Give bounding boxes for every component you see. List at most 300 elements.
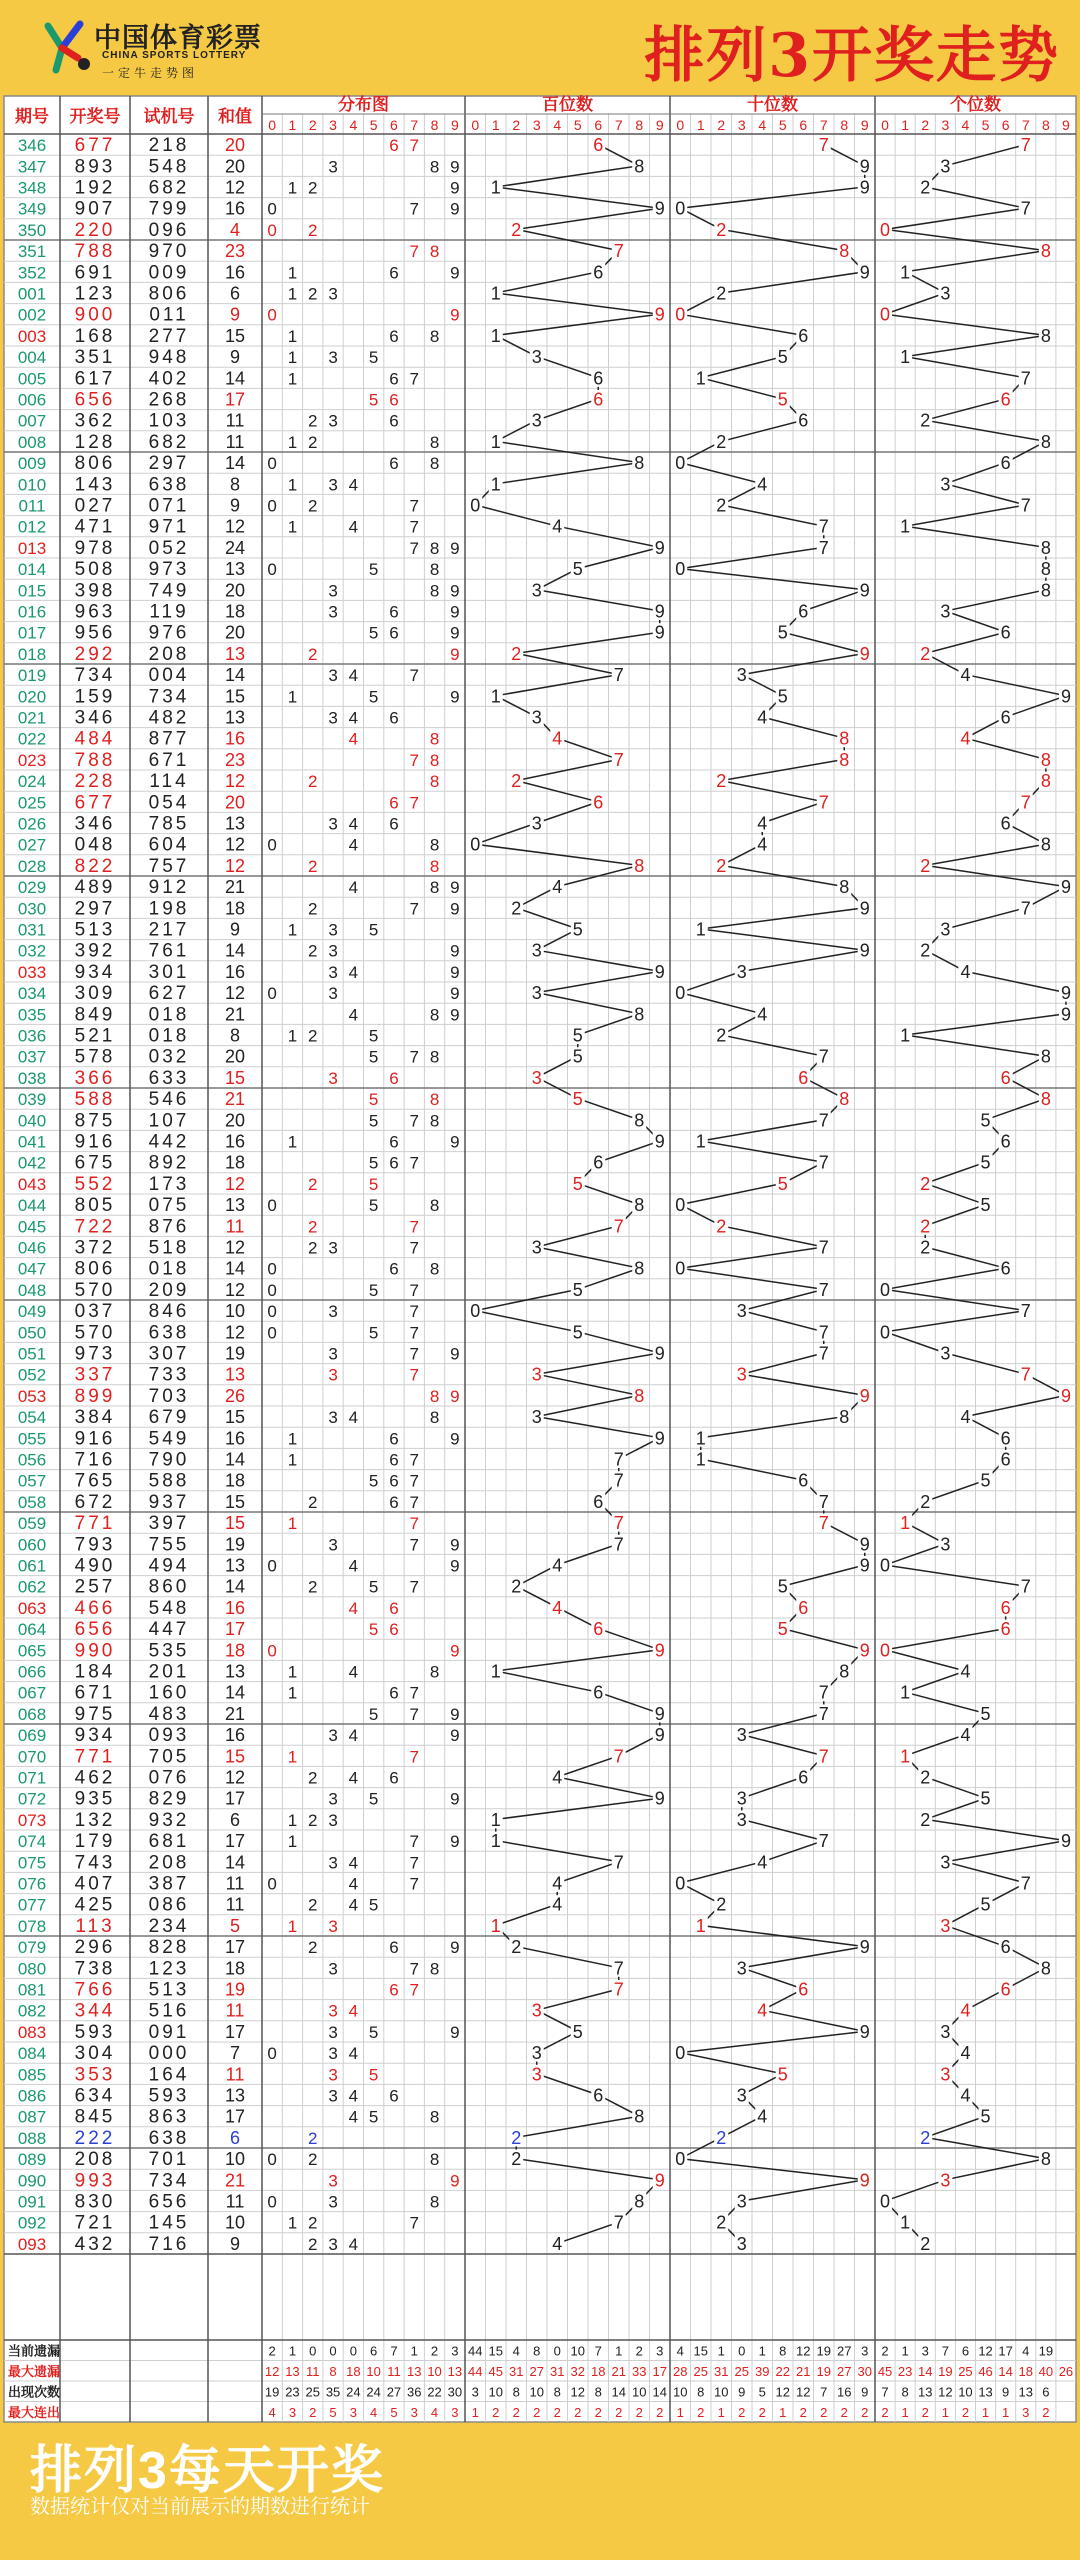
distribution-mark: 5 <box>368 920 379 940</box>
issue-number: 039 <box>17 1090 47 1110</box>
distribution-mark: 9 <box>450 1704 460 1724</box>
stats-value: 45 <box>488 2363 503 2379</box>
hundreds-marker: 1 <box>490 686 501 707</box>
distribution-mark: 0 <box>267 2044 277 2064</box>
trial-number: 086 <box>148 1894 190 1916</box>
hundreds-marker: 7 <box>613 1746 624 1767</box>
stats-value: 3 <box>288 2404 297 2420</box>
issue-number: 091 <box>17 2192 47 2212</box>
stats-value: 1 <box>758 2343 766 2359</box>
trial-number: 656 <box>148 2191 190 2213</box>
hundreds-marker: 3 <box>531 1237 542 1258</box>
units-marker: 0 <box>880 219 891 240</box>
hundreds-marker: 3 <box>531 347 542 368</box>
sum-value: 5 <box>229 1915 241 1936</box>
digit-header: 0 <box>268 117 277 133</box>
issue-number: 021 <box>17 708 47 728</box>
winning-number: 907 <box>74 198 116 220</box>
issue-number: 018 <box>17 644 47 664</box>
logo-slogan: 一定牛走势图 <box>102 66 199 80</box>
sum-value: 17 <box>224 1788 246 1809</box>
digit-header: 1 <box>288 117 297 133</box>
trial-number: 535 <box>148 1640 190 1662</box>
units-marker: 2 <box>920 1809 931 1830</box>
tens-marker: 7 <box>818 135 829 156</box>
winning-number: 900 <box>74 304 116 326</box>
distribution-mark: 1 <box>287 348 298 368</box>
tens-marker: 4 <box>757 813 768 834</box>
winning-number: 845 <box>74 2106 116 2128</box>
distribution-mark: 9 <box>450 263 460 283</box>
stats-value: 9 <box>1002 2384 1010 2400</box>
trial-number: 268 <box>148 389 190 411</box>
distribution-mark: 2 <box>308 1217 318 1237</box>
units-marker: 6 <box>1000 707 1011 728</box>
digit-header: 3 <box>737 117 746 133</box>
units-marker: 3 <box>940 1343 951 1364</box>
stats-value: 2 <box>635 2404 643 2420</box>
hundreds-marker: 3 <box>531 813 542 834</box>
hundreds-marker: 4 <box>552 877 563 898</box>
sum-value: 14 <box>224 1449 246 1470</box>
distribution-mark: 2 <box>308 178 318 198</box>
tens-marker: 7 <box>818 1831 829 1852</box>
distribution-mark: 5 <box>368 1323 379 1343</box>
stats-value: 2 <box>594 2404 602 2420</box>
trial-number: 682 <box>148 177 190 199</box>
digit-header: 4 <box>961 117 970 133</box>
tens-marker: 2 <box>716 495 727 516</box>
sum-value: 17 <box>224 2021 246 2042</box>
issue-number: 057 <box>17 1471 47 1491</box>
distribution-mark: 3 <box>328 1344 338 1364</box>
winning-number: 392 <box>74 940 116 962</box>
distribution-mark: 1 <box>287 326 298 346</box>
hundreds-marker: 7 <box>613 1979 624 2000</box>
digit-header: 0 <box>881 117 889 133</box>
units-marker: 7 <box>1020 135 1031 156</box>
units-marker: 5 <box>980 1110 991 1131</box>
tens-marker: 9 <box>859 580 870 601</box>
hundreds-marker: 1 <box>490 1915 501 1936</box>
distribution-mark: 9 <box>450 1344 460 1364</box>
distribution-mark: 5 <box>368 2065 379 2085</box>
distribution-mark: 1 <box>287 284 298 304</box>
section-header-distribution: 分布图 <box>338 95 389 114</box>
stats-value: 2 <box>309 2404 317 2420</box>
trial-number: 971 <box>148 516 190 538</box>
distribution-mark: 7 <box>409 1153 419 1173</box>
distribution-mark: 0 <box>267 2150 277 2170</box>
distribution-mark: 1 <box>287 1916 298 1936</box>
tens-marker: 4 <box>757 1852 768 1873</box>
trial-number: 011 <box>149 304 189 326</box>
distribution-mark: 4 <box>348 475 359 495</box>
tens-marker: 8 <box>839 1661 850 1682</box>
tens-marker: 0 <box>675 2149 686 2170</box>
distribution-mark: 3 <box>328 962 338 982</box>
stats-value: 40 <box>1038 2363 1054 2379</box>
distribution-mark: 8 <box>429 1408 440 1428</box>
units-marker: 6 <box>1000 1619 1011 1640</box>
tens-marker: 2 <box>716 283 727 304</box>
stats-value: 31 <box>509 2363 524 2379</box>
stats-value: 13 <box>978 2384 993 2400</box>
distribution-mark: 1 <box>287 263 298 283</box>
units-marker: 3 <box>940 1852 951 1873</box>
trial-number: 588 <box>148 1470 190 1492</box>
tens-marker: 7 <box>818 1746 829 1767</box>
sum-value: 12 <box>224 1322 246 1343</box>
hundreds-marker: 6 <box>593 2085 604 2106</box>
trial-number: 892 <box>148 1152 190 1174</box>
winning-number: 593 <box>74 2021 116 2043</box>
stats-value: 44 <box>468 2363 483 2379</box>
issue-number: 085 <box>17 2065 47 2085</box>
trial-number: 749 <box>148 580 190 602</box>
winning-number: 806 <box>74 1258 116 1280</box>
tens-marker: 7 <box>818 1703 829 1724</box>
units-marker: 3 <box>940 156 951 177</box>
sum-value: 10 <box>224 1301 246 1322</box>
sum-value: 21 <box>224 877 246 898</box>
stats-value: 5 <box>329 2404 337 2420</box>
tens-marker: 9 <box>859 643 870 664</box>
trial-number: 387 <box>148 1873 190 1895</box>
trial-number: 198 <box>148 898 190 920</box>
distribution-mark: 4 <box>348 666 359 686</box>
units-marker: 6 <box>1000 1937 1011 1958</box>
tens-marker: 2 <box>716 1216 727 1237</box>
distribution-mark: 7 <box>409 1111 419 1131</box>
distribution-mark: 6 <box>389 1450 399 1470</box>
distribution-mark: 3 <box>328 2086 338 2106</box>
issue-number: 038 <box>17 1068 47 1088</box>
issue-number: 070 <box>17 1747 47 1767</box>
distribution-mark: 7 <box>409 1365 419 1385</box>
sum-value: 6 <box>229 283 241 304</box>
units-marker: 1 <box>900 1682 911 1703</box>
winning-number: 432 <box>74 2233 116 2255</box>
distribution-mark: 8 <box>429 242 440 262</box>
issue-number: 008 <box>17 432 47 452</box>
distribution-mark: 6 <box>389 1598 399 1618</box>
winning-number: 407 <box>74 1873 116 1895</box>
units-marker: 7 <box>1020 1873 1031 1894</box>
units-marker: 8 <box>1040 241 1051 262</box>
winning-number: 159 <box>74 686 116 708</box>
distribution-mark: 3 <box>328 2001 338 2021</box>
distribution-mark: 0 <box>267 1196 277 1216</box>
winning-number: 372 <box>74 1237 116 1259</box>
stats-value: 10 <box>570 2343 585 2359</box>
units-marker: 8 <box>1040 1958 1051 1979</box>
tens-marker: 4 <box>757 1004 768 1025</box>
tens-marker: 0 <box>675 559 686 580</box>
distribution-mark: 6 <box>389 1471 399 1491</box>
distribution-mark: 1 <box>287 1514 298 1534</box>
distribution-mark: 7 <box>409 666 419 686</box>
stats-value: 10 <box>673 2384 688 2400</box>
issue-number: 012 <box>17 517 47 537</box>
stats-value: 45 <box>877 2363 893 2379</box>
sum-value: 18 <box>224 1470 246 1491</box>
issue-number: 027 <box>17 835 47 855</box>
issue-number: 080 <box>17 1959 47 1979</box>
stats-label: 最大连出 <box>8 2404 61 2420</box>
distribution-mark: 7 <box>409 1514 419 1534</box>
distribution-mark: 3 <box>328 284 338 304</box>
sum-value: 17 <box>224 1831 246 1852</box>
distribution-mark: 8 <box>429 772 440 792</box>
sum-value: 18 <box>224 898 246 919</box>
units-marker: 6 <box>1000 389 1011 410</box>
tens-marker: 3 <box>736 1301 747 1322</box>
units-marker: 7 <box>1020 792 1031 813</box>
winning-number: 973 <box>74 1343 116 1365</box>
tens-marker: 0 <box>675 1873 686 1894</box>
winning-number: 677 <box>74 135 116 157</box>
tens-marker: 0 <box>675 1258 686 1279</box>
stats-value: 1 <box>717 2343 725 2359</box>
trial-number: 482 <box>148 707 190 729</box>
stats-value: 22 <box>427 2384 442 2400</box>
distribution-mark: 7 <box>409 136 419 156</box>
distribution-mark: 3 <box>328 1535 338 1555</box>
distribution-mark: 5 <box>368 1577 379 1597</box>
stats-value: 6 <box>961 2343 970 2359</box>
stats-value: 2 <box>799 2404 807 2420</box>
hundreds-marker: 5 <box>572 1322 583 1343</box>
sum-value: 6 <box>229 1809 241 1830</box>
digit-header: 7 <box>1021 117 1030 133</box>
distribution-mark: 2 <box>308 496 318 516</box>
units-marker: 6 <box>1000 1131 1011 1152</box>
hundreds-marker: 9 <box>654 1343 665 1364</box>
stats-value: 1 <box>901 2343 909 2359</box>
stats-value: 13 <box>1018 2384 1033 2400</box>
hundreds-marker: 1 <box>490 431 501 452</box>
distribution-mark: 6 <box>389 623 399 643</box>
distribution-mark: 6 <box>389 708 399 728</box>
tens-marker: 9 <box>859 262 870 283</box>
distribution-mark: 7 <box>409 517 419 537</box>
distribution-mark: 5 <box>368 1174 379 1194</box>
winning-number: 366 <box>74 1067 116 1089</box>
units-marker: 5 <box>980 1195 991 1216</box>
section-header-units: 个位数 <box>950 95 1001 114</box>
distribution-mark: 6 <box>389 1153 399 1173</box>
distribution-mark: 6 <box>389 1132 399 1152</box>
trial-number: 681 <box>148 1831 190 1853</box>
stats-label: 当前遗漏 <box>8 2343 61 2359</box>
hundreds-marker: 6 <box>593 368 604 389</box>
distribution-mark: 9 <box>450 644 460 664</box>
issue-number: 023 <box>17 750 47 770</box>
trial-number: 876 <box>148 1216 190 1238</box>
stats-value: 18 <box>1018 2363 1033 2379</box>
stats-value: 2 <box>615 2404 623 2420</box>
stats-value: 4 <box>268 2404 276 2420</box>
stats-value: 4 <box>430 2404 439 2420</box>
distribution-mark: 2 <box>308 644 318 664</box>
units-marker: 8 <box>1040 580 1051 601</box>
stats-value: 2 <box>656 2404 664 2420</box>
distribution-mark: 2 <box>308 432 318 452</box>
units-marker: 3 <box>940 2021 951 2042</box>
hundreds-marker: 5 <box>572 1025 583 1046</box>
hundreds-marker: 6 <box>593 1619 604 1640</box>
issue-number: 041 <box>17 1132 47 1152</box>
winning-number: 398 <box>74 580 116 602</box>
distribution-mark: 8 <box>429 1386 440 1406</box>
distribution-mark: 4 <box>348 2107 359 2127</box>
units-marker: 6 <box>1000 1979 1011 2000</box>
distribution-mark: 7 <box>409 1217 419 1237</box>
units-marker: 1 <box>900 1513 911 1534</box>
sum-value: 18 <box>224 1958 246 1979</box>
hundreds-marker: 7 <box>613 1470 624 1491</box>
tens-marker: 2 <box>716 1025 727 1046</box>
digit-header: 7 <box>614 117 623 133</box>
distribution-mark: 0 <box>267 1874 277 1894</box>
sum-value: 12 <box>224 177 246 198</box>
digit-header: 8 <box>1041 117 1050 133</box>
stats-value: 46 <box>978 2363 993 2379</box>
winning-number: 691 <box>74 262 116 284</box>
stats-value: 12 <box>264 2363 280 2379</box>
units-marker: 4 <box>960 2000 971 2021</box>
winning-number: 168 <box>74 325 116 347</box>
digit-header: 6 <box>594 117 603 133</box>
hundreds-marker: 7 <box>613 1852 624 1873</box>
sum-value: 15 <box>224 1746 246 1767</box>
trial-number: 277 <box>148 325 190 347</box>
col-header-issue: 期号 <box>15 107 49 126</box>
issue-number: 083 <box>17 2022 47 2042</box>
stats-value: 0 <box>349 2343 357 2359</box>
stats-value: 39 <box>755 2363 770 2379</box>
tens-marker: 9 <box>859 1534 870 1555</box>
tens-marker: 5 <box>777 1619 788 1640</box>
hundreds-marker: 9 <box>654 2170 665 2191</box>
distribution-mark: 9 <box>450 962 460 982</box>
sum-value: 13 <box>224 1364 246 1385</box>
hundreds-marker: 7 <box>613 1449 624 1470</box>
tens-marker: 7 <box>818 537 829 558</box>
digit-header: 4 <box>349 117 358 133</box>
stats-value: 7 <box>941 2343 949 2359</box>
sum-value: 8 <box>229 1025 241 1046</box>
distribution-mark: 3 <box>328 2192 338 2212</box>
stats-value: 3 <box>1022 2404 1030 2420</box>
sum-value: 9 <box>229 304 241 325</box>
trial-number: 846 <box>148 1301 190 1323</box>
units-marker: 2 <box>920 410 931 431</box>
distribution-mark: 7 <box>409 1302 419 1322</box>
stats-value: 10 <box>529 2384 544 2400</box>
winning-number: 192 <box>74 177 116 199</box>
distribution-mark: 2 <box>308 1810 318 1830</box>
distribution-mark: 9 <box>450 623 460 643</box>
distribution-mark: 8 <box>429 1259 440 1279</box>
units-marker: 8 <box>1040 2149 1051 2170</box>
winning-number: 934 <box>74 1725 116 1747</box>
trial-number: 032 <box>148 1046 190 1068</box>
distribution-mark: 0 <box>267 454 277 474</box>
issue-number: 033 <box>17 962 47 982</box>
col-header-trial: 试机号 <box>143 107 195 126</box>
distribution-mark: 0 <box>267 1556 277 1576</box>
trial-number: 593 <box>148 2085 190 2107</box>
issue-number: 069 <box>17 1726 47 1746</box>
stats-value: 17 <box>652 2363 667 2379</box>
winning-number: 588 <box>74 1089 116 1111</box>
stats-value: 2 <box>697 2404 705 2420</box>
distribution-mark: 3 <box>328 941 338 961</box>
sum-value: 16 <box>224 1131 246 1152</box>
stats-value: 25 <box>734 2363 749 2379</box>
issue-number: 044 <box>17 1196 47 1216</box>
tens-marker: 5 <box>777 1173 788 1194</box>
tens-marker: 8 <box>839 877 850 898</box>
distribution-mark: 7 <box>409 1874 419 1894</box>
units-marker: 5 <box>980 2106 991 2127</box>
distribution-mark: 1 <box>287 432 298 452</box>
tens-marker: 7 <box>818 1279 829 1300</box>
distribution-mark: 2 <box>308 284 318 304</box>
trial-number: 948 <box>148 347 190 369</box>
distribution-mark: 5 <box>368 623 379 643</box>
hundreds-marker: 9 <box>654 1640 665 1661</box>
distribution-mark: 1 <box>287 1810 298 1830</box>
issue-number: 029 <box>17 878 47 898</box>
distribution-mark: 7 <box>409 1047 419 1067</box>
units-marker: 4 <box>960 2085 971 2106</box>
trial-number: 516 <box>148 2000 190 2022</box>
winning-number: 037 <box>74 1301 116 1323</box>
units-marker: 7 <box>1020 1576 1031 1597</box>
distribution-mark: 5 <box>368 348 379 368</box>
stats-value: 31 <box>550 2363 565 2379</box>
issue-number: 076 <box>17 1874 47 1894</box>
stats-value: 8 <box>512 2384 520 2400</box>
winning-number: 489 <box>74 877 116 899</box>
trial-number: 000 <box>148 2043 190 2065</box>
winning-number: 462 <box>74 1767 116 1789</box>
units-marker: 0 <box>880 1279 891 1300</box>
distribution-mark: 8 <box>429 560 440 580</box>
stats-value: 1 <box>410 2343 418 2359</box>
tens-marker: 8 <box>839 241 850 262</box>
sum-value: 16 <box>224 1597 246 1618</box>
winning-number: 978 <box>74 537 116 559</box>
hundreds-marker: 8 <box>634 1110 645 1131</box>
distribution-mark: 8 <box>429 750 440 770</box>
distribution-mark: 6 <box>389 411 399 431</box>
hundreds-marker: 0 <box>470 495 481 516</box>
tens-marker: 7 <box>818 792 829 813</box>
distribution-mark: 8 <box>429 538 440 558</box>
sum-value: 9 <box>229 495 241 516</box>
stats-value: 27 <box>386 2384 402 2400</box>
distribution-mark: 9 <box>450 1556 460 1576</box>
stats-value: 4 <box>370 2404 378 2420</box>
stats-value: 14 <box>652 2384 667 2400</box>
tens-marker: 3 <box>736 2191 747 2212</box>
trial-number: 860 <box>148 1576 190 1598</box>
hundreds-marker: 2 <box>511 1576 522 1597</box>
